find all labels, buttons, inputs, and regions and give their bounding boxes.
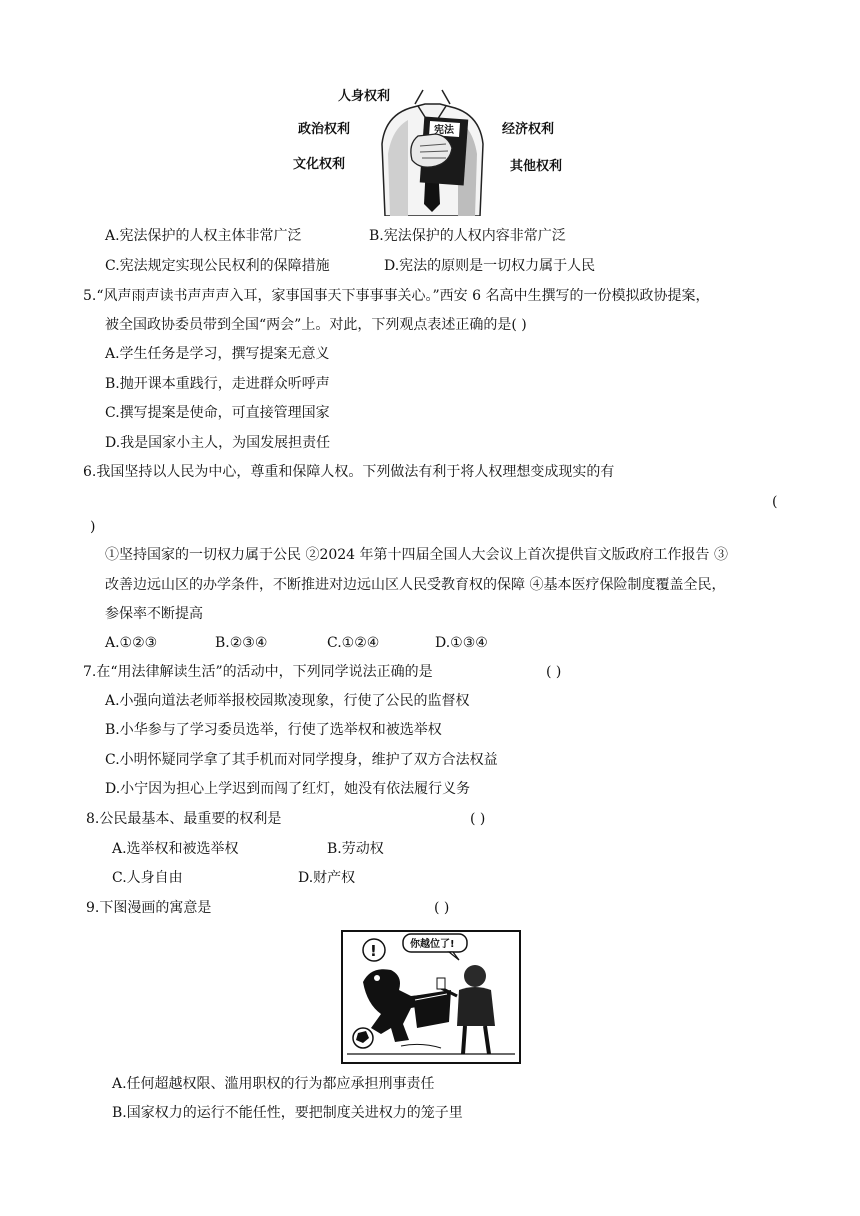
q5-stem-line1: 5.“风声雨声读书声声声入耳，家事国事天下事事事关心。”西安 6 名高中生撰写的一份模拟政协提案，	[83, 288, 710, 304]
label-personal-rights: 人身权利	[338, 89, 391, 104]
speech-bubble-text: 你越位了!	[410, 939, 455, 950]
q6-option-a: A.①②③	[105, 635, 158, 651]
q9-option-a: A.任何超越权限、滥用职权的行为都应承担刑事责任	[112, 1076, 435, 1092]
q9-answer-paren: ( )	[434, 900, 450, 916]
q7-option-a: A.小强向道法老师举报校园欺凌现象，行使了公民的监督权	[105, 693, 470, 709]
q6-paren-open: (	[772, 494, 778, 510]
constitution-rights-figure	[290, 84, 572, 216]
q5-option-d: D.我是国家小主人，为国发展担责任	[105, 435, 331, 451]
q5-option-c: C.撰写提案是使命，可直接管理国家	[105, 405, 330, 421]
q6-option-c: C.①②④	[327, 635, 380, 651]
q7-option-c: C.小明怀疑同学拿了其手机而对同学搜身，维护了双方合法权益	[105, 752, 498, 768]
q4-option-c: C.宪法规定实现公民权利的保障措施	[105, 258, 330, 274]
q7-option-d: D.小宁因为担心上学迟到而闯了红灯，她没有依法履行义务	[105, 781, 471, 797]
q5-stem-line2: 被全国政协委员带到全国“两会”上。对此，下列观点表述正确的是( )	[105, 317, 527, 333]
q5-option-b: B.抛开课本重践行，走进群众听呼声	[105, 376, 330, 392]
q7-answer-paren: ( )	[546, 664, 562, 680]
q6-items-line1: ①坚持国家的一切权力属于公民 ②2024 年第十四届全国人大会议上首次提供盲文版政府工作报告 ③	[105, 547, 728, 563]
q8-option-b: B.劳动权	[327, 841, 384, 857]
q9-stem: 9.下图漫画的寓意是	[86, 900, 212, 916]
q6-paren-close: )	[90, 519, 96, 535]
q6-items-line2: 改善边远山区的办学条件，不断推进对边远山区人民受教育权的保障 ④基本医疗保险制度覆盖全民，	[105, 577, 726, 593]
q8-answer-paren: ( )	[470, 811, 486, 827]
q7-stem: 7.在“用法律解读生活”的活动中，下列同学说法正确的是	[83, 664, 433, 680]
q8-option-a: A.选举权和被选举权	[112, 841, 239, 857]
q4-option-a: A.宪法保护的人权主体非常广泛	[105, 228, 302, 244]
q8-option-d: D.财产权	[298, 870, 356, 886]
book-label: 宪法	[434, 125, 454, 136]
label-political-rights: 政治权利	[298, 122, 351, 137]
q8-option-c: C.人身自由	[112, 870, 183, 886]
label-economic-rights: 经济权利	[502, 122, 555, 137]
offside-cartoon	[341, 930, 521, 1064]
q7-option-b: B.小华参与了学习委员选举，行使了选举权和被选举权	[105, 722, 442, 738]
q8-stem: 8.公民最基本、最重要的权利是	[86, 811, 282, 827]
q6-stem: 6.我国坚持以人民为中心，尊重和保障人权。下列做法有利于将人权理想变成现实的有	[83, 464, 615, 480]
q6-option-b: B.②③④	[215, 635, 268, 651]
q4-option-b: B.宪法保护的人权内容非常广泛	[369, 228, 566, 244]
q9-option-b: B.国家权力的运行不能任性，要把制度关进权力的笼子里	[112, 1105, 463, 1121]
label-cultural-rights: 文化权利	[293, 157, 346, 172]
q6-option-d: D.①③④	[435, 635, 488, 651]
q6-items-line3: 参保率不断提高	[105, 606, 203, 622]
q5-option-a: A.学生任务是学习，撰写提案无意义	[105, 346, 330, 362]
q4-option-d: D.宪法的原则是一切权力属于人民	[384, 258, 596, 274]
label-other-rights: 其他权利	[510, 159, 563, 174]
exclaim-mark: !	[370, 942, 377, 960]
